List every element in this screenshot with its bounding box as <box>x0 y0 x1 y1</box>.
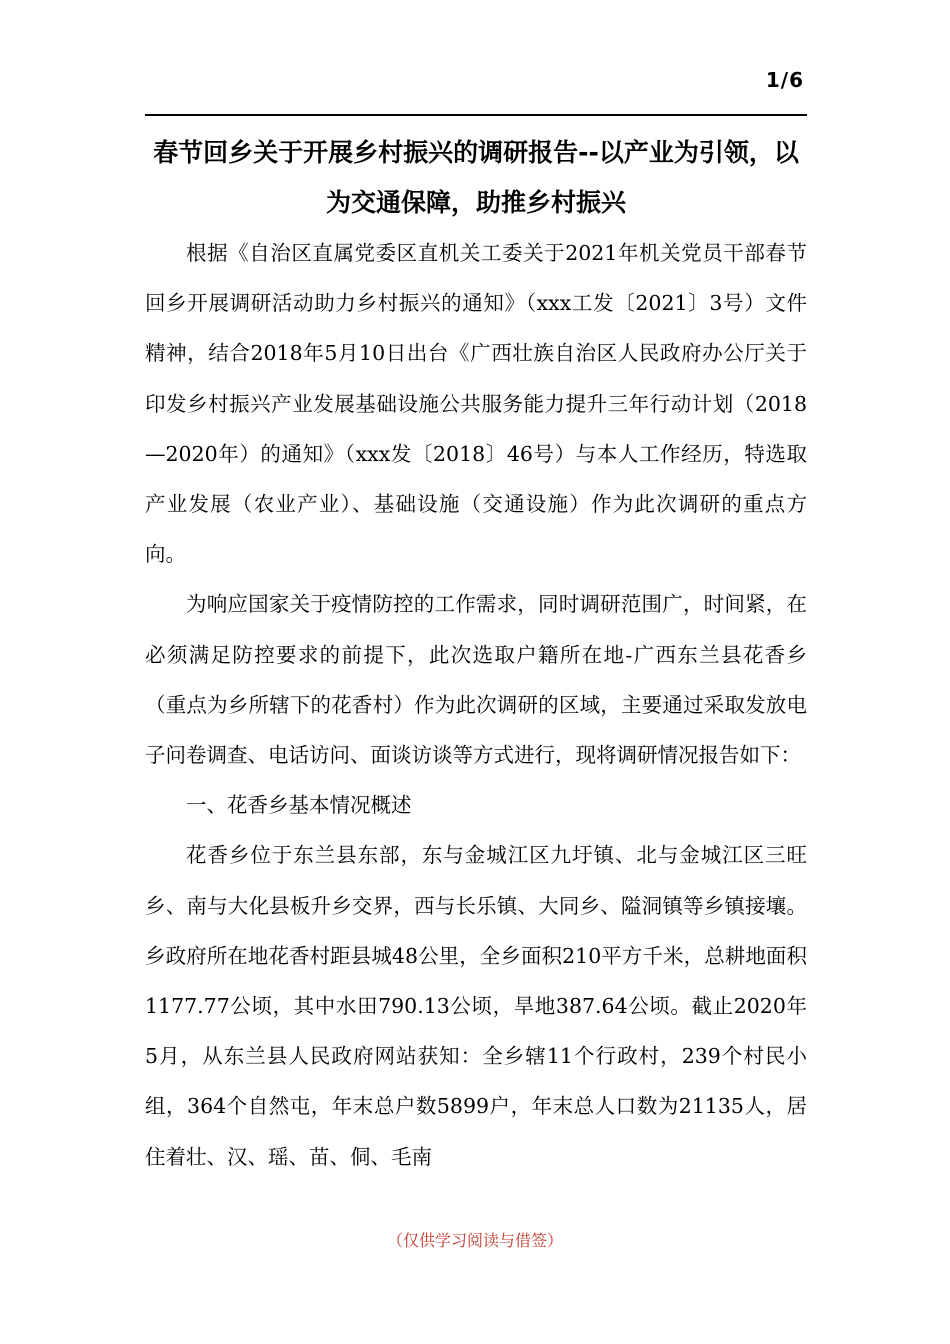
page-number: 1/6 <box>765 68 804 92</box>
footer-note: （仅供学习阅读与借签） <box>386 1231 563 1250</box>
header-rule <box>145 114 807 116</box>
section-heading: 一、花香乡基本情况概述 <box>186 793 412 818</box>
document-body <box>145 128 807 1182</box>
paragraph-basis: 根据《自治区直属党委区直机关工委关于2021年机关党员干部春节回乡开展调研活动助力乡村振兴的通知》（xxx工发〔2021〕3号）文件精神，结合2018年5月10日出台《广西壮族自治区人民政府办公厅关于印发乡村振兴产业发展基础设施公共服务能力提升三年行动计划（2018—2020年）的通知》（xxx发〔2018〕46号）与本人工作经历，特选取产业发展（农业产业）、基础设施（交通设施）作为此次调研的重点方向。 <box>145 241 807 567</box>
paragraph-overview: 花香乡位于东兰县东部，东与金城江区九圩镇、北与金城江区三旺乡、南与大化县板升乡交界，西与长乐镇、大同乡、隘洞镇等乡镇接壤。乡政府所在地花香村距县城48公里，全乡面积210平方千米，总耕地面积1177.77公顷，其中水田790.13公顷，旱地387.64公顷。截止2020年5月，从东兰县人民政府网站获知：全乡辖11个行政村，239个村民小组，364个自然屯，年末总户数5899户，年末总人口数为21135人，居住着壮、汉、瑶、苗、侗、毛南 <box>145 843 807 1169</box>
document-title: 春节回乡关于开展乡村振兴的调研报告--以产业为引领，以为交通保障，助推乡村振兴 <box>153 138 799 217</box>
paragraph-scope: 为响应国家关于疫情防控的工作需求，同时调研范围广，时间紧，在必须满足防控要求的前提下，此次选取户籍所在地-广西东兰县花香乡（重点为乡所辖下的花香村）作为此次调研的区域，主要通过采取发放电子问卷调查、电话访问、面谈访谈等方式进行，现将调研情况报告如下： <box>145 592 807 768</box>
